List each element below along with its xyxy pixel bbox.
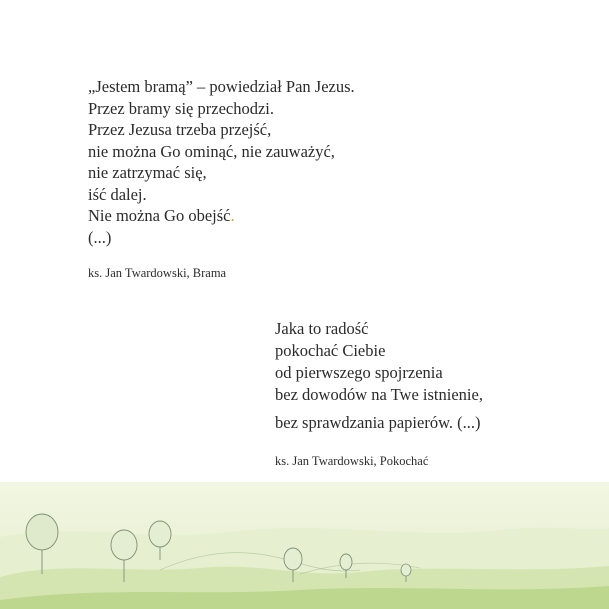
attribution-brama: ks. Jan Twardowski, Brama: [88, 266, 227, 280]
poem-line: bez sprawdzania papierów. (...): [275, 413, 481, 432]
poem-line-ellipsis: (...): [88, 227, 112, 247]
landscape-illustration: [0, 482, 609, 609]
poem-line: Jaka to radość: [275, 319, 369, 338]
poem-line: pokochać Ciebie: [275, 341, 386, 360]
poem-line: „Jestem bramą” – powiedział Pan Jezus.: [88, 77, 355, 96]
poem-line-last: [88, 205, 355, 227]
attribution-pokochac: ks. Jan Twardowski, Pokochać: [275, 454, 429, 468]
poem-line: nie zatrzymać się,: [88, 163, 207, 182]
poem-line: iść dalej.: [88, 184, 147, 204]
poem-pokochac: [275, 318, 483, 434]
poem-line: Przez bramy się przechodzi.: [88, 98, 274, 118]
poem-line: bez dowodów na Twe istnienie,: [275, 385, 483, 404]
poem-line: od pierwszego spojrzenia: [275, 363, 443, 382]
poem-line-text: Nie można Go obejść: [88, 206, 231, 225]
accent-period: .: [230, 206, 235, 225]
poem-brama: [88, 76, 355, 248]
poem-line: Przez Jezusa trzeba przejść,: [88, 120, 272, 139]
poem-line: nie można Go ominąć, nie zauważyć,: [88, 141, 335, 161]
